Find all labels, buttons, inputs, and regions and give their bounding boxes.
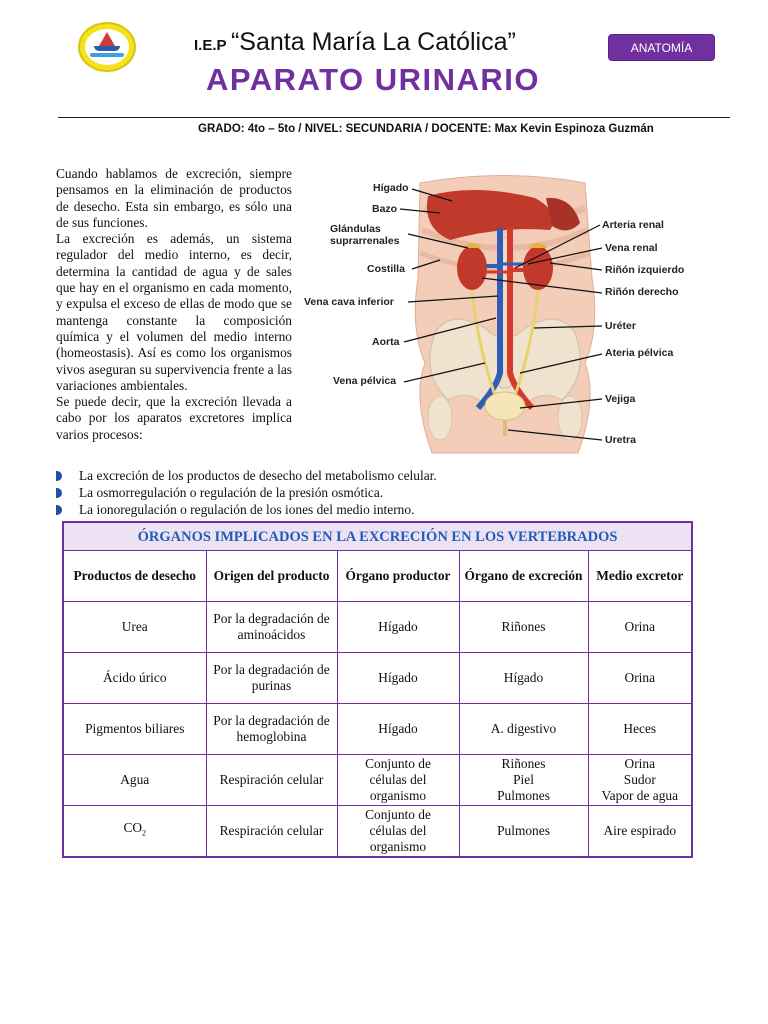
school-logo (78, 22, 136, 72)
label-higado: Hígado (373, 182, 409, 194)
label-rinon-derecho: Riñón derecho (605, 286, 679, 298)
list-item (56, 484, 437, 501)
cell-origen: Por la degradación de purinas (206, 653, 337, 704)
cell-origen: Por la degradación de aminoácidos (206, 602, 337, 653)
cell-productor (337, 755, 459, 806)
label-vejiga: Vejiga (605, 393, 636, 405)
cell-producto: Agua (63, 755, 206, 806)
cell-productor: Hígado (337, 602, 459, 653)
cell-line: Pulmones (497, 788, 550, 803)
list-item (56, 501, 437, 518)
cell-line: Conjunto de (365, 807, 431, 822)
cell-producto (63, 806, 206, 858)
cell-medio: Heces (588, 704, 692, 755)
co2-text: CO (123, 820, 143, 836)
label-ureter: Uréter (605, 320, 636, 332)
label-glandulas-1: Glándulas (330, 223, 381, 235)
header-medio: Medio excretor (588, 551, 692, 602)
cell-line: células del (369, 772, 427, 787)
cell-producto: Pigmentos biliares (63, 704, 206, 755)
label-vena-renal: Vena renal (605, 242, 658, 254)
cell-excrecion: Hígado (459, 653, 588, 704)
cell-excrecion: Pulmones (459, 806, 588, 858)
label-arteria-pelvica: Ateria pélvica (605, 347, 674, 359)
cell-medio (588, 755, 692, 806)
label-glandulas-2: suprarrenales (330, 235, 400, 247)
label-rinon-izquierdo: Riñón izquierdo (605, 264, 685, 276)
label-arteria-renal: Arteria renal (602, 219, 664, 231)
cell-line: Conjunto de (365, 756, 431, 771)
cell-medio: Aire espirado (588, 806, 692, 858)
bullet-icon (56, 505, 62, 515)
bullet-icon (56, 488, 62, 498)
anatomy-illustration (300, 168, 710, 458)
cell-productor: Hígado (337, 653, 459, 704)
table-row (63, 704, 692, 755)
logo-sail-icon (99, 32, 115, 46)
header-excrecion: Órgano de excreción (459, 551, 588, 602)
table-caption: ÓRGANOS IMPLICADOS EN LA EXCRECIÓN EN LOS VERTEBRADOS (63, 522, 692, 551)
table-row (63, 602, 692, 653)
label-costilla: Costilla (367, 263, 405, 275)
cell-origen: Por la degradación de hemoglobina (206, 704, 337, 755)
cell-medio: Orina (588, 653, 692, 704)
cell-excrecion (459, 755, 588, 806)
list-item-text: La osmorregulación o regulación de la presión osmótica. (79, 485, 384, 500)
logo-boat-icon (94, 46, 120, 51)
cell-line: Orina (624, 756, 656, 771)
cell-line: Sudor (623, 772, 656, 787)
table-row (63, 806, 692, 858)
label-bazo: Bazo (372, 203, 398, 215)
cell-productor: Hígado (337, 704, 459, 755)
excretion-organs-table (62, 521, 693, 858)
label-aorta: Aorta (372, 336, 400, 348)
course-info: GRADO: 4to – 5to / NIVEL: SECUNDARIA / DOCENTE: Max Kevin Espinoza Guzmán (198, 123, 654, 135)
cell-productor (337, 806, 459, 858)
intro-text (56, 166, 292, 443)
header-divider (58, 117, 730, 118)
list-item (56, 467, 437, 484)
label-vena-pelvica: Vena pélvica (333, 375, 397, 387)
subject-badge: ANATOMÍA (608, 34, 715, 61)
cell-line: Riñones (501, 756, 546, 771)
process-list (56, 467, 437, 518)
cell-excrecion: A. digestivo (459, 704, 588, 755)
urinary-system-figure (300, 168, 710, 458)
table-row (63, 653, 692, 704)
cell-origen: Respiración celular (206, 755, 337, 806)
intro-paragraph-3: Se puede decir, que la excreción llevada a cabo por los aparatos excretores implica varios procesos: (56, 394, 292, 442)
cell-producto: Ácido úrico (63, 653, 206, 704)
header-productor: Órgano productor (337, 551, 459, 602)
header-origen: Origen del producto (206, 551, 337, 602)
intro-paragraph-1: Cuando hablamos de excreción, siempre pensamos en la eliminación de productos de desecho. Esta sin embargo, es sólo una de sus funciones. (56, 166, 292, 230)
bullet-icon (56, 471, 62, 481)
header-productos: Productos de desecho (63, 551, 206, 602)
school-name: “Santa María La Católica” (230, 28, 516, 56)
cell-line: organismo (369, 788, 427, 803)
cell-origen: Respiración celular (206, 806, 337, 858)
cell-line: Vapor de agua (601, 788, 679, 803)
label-vena-cava: Vena cava inferior (304, 296, 394, 308)
cell-medio: Orina (588, 602, 692, 653)
school-heading (194, 28, 516, 57)
co2-subscript: 2 (142, 828, 147, 838)
logo-wave-icon (90, 53, 124, 57)
intro-paragraph-2: La excreción es además, un sistema regulador del medio interno, es decir, determina la cantidad de agua y de sales que hay en el organismo en cada momento, y expulsa el exceso de ellas de modo que se mantenga constante la composición química y el volumen del medio interno (homeostasis). Así es como los organismos vivos aseguran su supervivencia frente a las variaciones ambientales. (56, 231, 292, 393)
table-header-row (63, 551, 692, 602)
cell-line: células del (369, 823, 427, 838)
cell-excrecion: Riñones (459, 602, 588, 653)
cell-producto: Urea (63, 602, 206, 653)
school-prefix: I.E.P (194, 37, 227, 54)
page-title: APARATO URINARIO (206, 62, 540, 97)
label-uretra: Uretra (605, 434, 636, 446)
list-item-text: La ionoregulación o regulación de los iones del medio interno. (79, 502, 415, 517)
cell-line: Piel (513, 772, 534, 787)
cell-line: organismo (369, 839, 427, 854)
table-row (63, 755, 692, 806)
list-item-text: La excreción de los productos de desecho del metabolismo celular. (79, 468, 437, 483)
